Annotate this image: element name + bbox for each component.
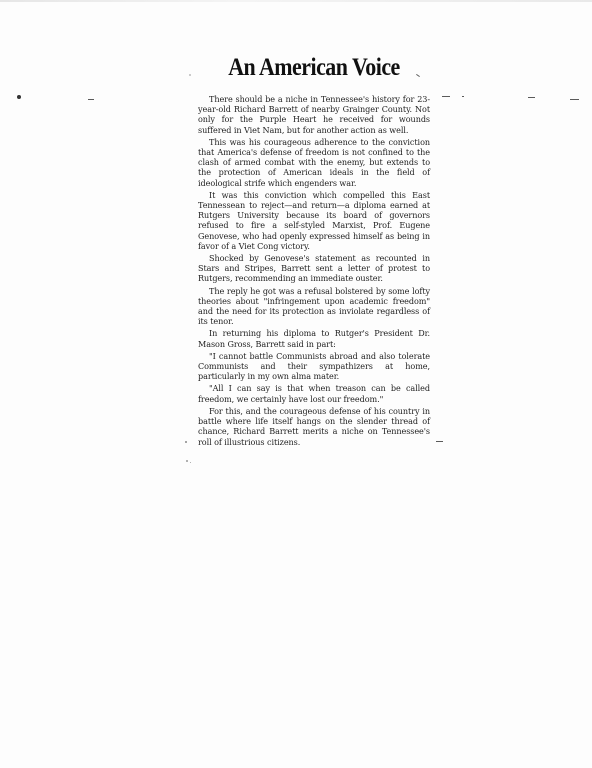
page-top-edge xyxy=(0,0,592,2)
article-paragraph: It was this conviction which compelled this East Tennessean to reject—and return—a diploma earned at Rutgers University because its board of governors refused to fire a self-styled Marxist, Prof. Eugene Genovese, who had openly expressed himself as being in favor of a Viet Cong victory. xyxy=(198,189,430,251)
scan-speck xyxy=(189,74,191,76)
newspaper-clipping xyxy=(198,52,430,449)
scan-speck xyxy=(186,460,188,462)
article-headline: An American Voice xyxy=(228,52,400,81)
article-paragraph: For this, and the courageous defense of his country in battle where life itself hangs on the slender thread of chance, Richard Barrett merits a niche on Tennessee's roll of illustrious citizens. xyxy=(198,405,430,447)
article-paragraph: This was his courageous adherence to the conviction that America's defense of freedom is not confined to the clash of armed combat with the enemy, but extends to the protection of American ideals in the field of ideological strife which engenders war. xyxy=(198,136,430,188)
scan-speck xyxy=(17,95,21,99)
article-paragraph: "All I can say is that when treason can be called freedom, we certainly have lost our freedom." xyxy=(198,383,430,404)
article-paragraph: "I cannot battle Communists abroad and also tolerate Communists and their sympathizers at home, particularly in my own alma mater. xyxy=(198,350,430,382)
scan-dash xyxy=(442,96,450,97)
scan-dash xyxy=(436,441,443,442)
article-paragraph: In returning his diploma to Rutger's President Dr. Mason Gross, Barrett said in part: xyxy=(198,328,430,349)
scan-speck xyxy=(185,441,187,443)
scan-speck xyxy=(190,462,191,463)
article-body xyxy=(198,94,430,447)
article-paragraph: Shocked by Genovese's statement as recounted in Stars and Stripes, Barrett sent a letter of protest to Rutgers, recommending an immediate ouster. xyxy=(198,253,430,284)
article-paragraph: The reply he got was a refusal bolstered by some lofty theories about "infringement upon academic freedom" and the need for its protection as inviolate regardless of its tenor. xyxy=(198,285,430,327)
scan-dash xyxy=(570,99,579,100)
scan-dash xyxy=(462,96,464,97)
scan-dash xyxy=(88,99,94,100)
article-paragraph: There should be a niche in Tennessee's history for 23-year-old Richard Barrett of nearby Grainger County. Not only for the Purple Heart he received for wounds suffered in Viet Nam, but for another action as well. xyxy=(198,94,430,135)
scan-dash xyxy=(528,97,535,98)
